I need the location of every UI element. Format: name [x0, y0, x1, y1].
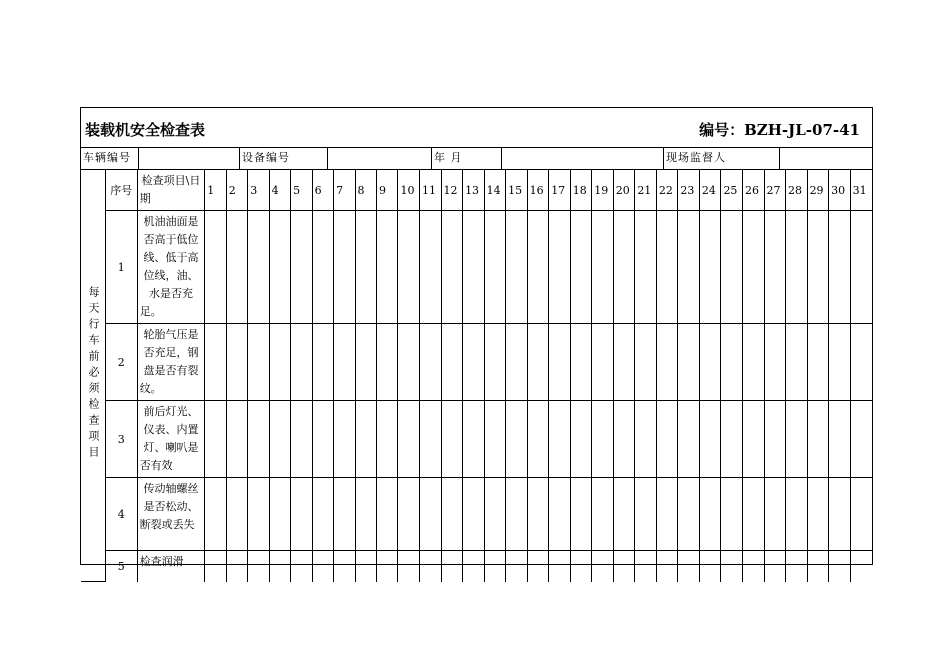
- table-row: [81, 324, 872, 401]
- day-header: 9: [377, 170, 398, 211]
- check-cell[interactable]: [721, 401, 743, 478]
- check-cell[interactable]: [312, 551, 333, 582]
- day-header: 15: [506, 170, 528, 211]
- day-header: 19: [592, 170, 614, 211]
- item-text: 传动轴螺丝是否松动、断裂或丢失: [137, 478, 205, 551]
- check-cell[interactable]: [205, 551, 226, 582]
- check-cell[interactable]: [398, 211, 420, 324]
- check-cell[interactable]: [506, 478, 528, 551]
- check-cell[interactable]: [463, 478, 485, 551]
- check-grid: [81, 169, 872, 582]
- item-seq: 2: [105, 324, 137, 401]
- check-cell[interactable]: [441, 211, 463, 324]
- day-header: 8: [355, 170, 376, 211]
- check-cell[interactable]: [850, 478, 872, 551]
- check-cell[interactable]: [807, 478, 829, 551]
- item-seq: 4: [105, 478, 137, 551]
- check-cell[interactable]: [527, 551, 549, 582]
- check-cell[interactable]: [269, 211, 290, 324]
- check-cell[interactable]: [742, 551, 764, 582]
- check-cell[interactable]: [291, 211, 312, 324]
- day-header: 23: [678, 170, 700, 211]
- day-header: 20: [613, 170, 635, 211]
- check-cell[interactable]: [484, 401, 506, 478]
- check-cell[interactable]: [850, 401, 872, 478]
- day-header: 6: [312, 170, 333, 211]
- check-cell[interactable]: [248, 551, 269, 582]
- day-header: 26: [742, 170, 764, 211]
- day-header: 12: [441, 170, 463, 211]
- inspection-form: [80, 107, 873, 573]
- check-cell[interactable]: [355, 478, 376, 551]
- supervisor-field[interactable]: [780, 147, 872, 169]
- form-code: 编号：BZH-JL-07-41: [699, 121, 860, 139]
- table-row: [81, 401, 872, 478]
- item-seq: 1: [105, 211, 137, 324]
- check-cell[interactable]: [398, 401, 420, 478]
- check-cell[interactable]: [463, 211, 485, 324]
- check-cell[interactable]: [829, 478, 851, 551]
- day-header: 5: [291, 170, 312, 211]
- check-cell[interactable]: [786, 401, 808, 478]
- check-cell[interactable]: [635, 551, 657, 582]
- check-cell[interactable]: [549, 551, 571, 582]
- check-cell[interactable]: [656, 401, 678, 478]
- item-seq: 3: [105, 401, 137, 478]
- check-cell[interactable]: [506, 211, 528, 324]
- check-cell[interactable]: [742, 478, 764, 551]
- check-cell[interactable]: [420, 401, 442, 478]
- check-cell[interactable]: [248, 211, 269, 324]
- check-cell[interactable]: [635, 478, 657, 551]
- check-cell[interactable]: [226, 211, 247, 324]
- check-cell[interactable]: [334, 401, 355, 478]
- check-cell[interactable]: [678, 478, 700, 551]
- check-cell[interactable]: [699, 401, 721, 478]
- check-cell[interactable]: [829, 211, 851, 324]
- check-cell[interactable]: [592, 478, 614, 551]
- check-cell[interactable]: [721, 211, 743, 324]
- check-cell[interactable]: [205, 401, 226, 478]
- check-cell[interactable]: [269, 401, 290, 478]
- check-cell[interactable]: [613, 211, 635, 324]
- table-row: [81, 478, 872, 551]
- check-cell[interactable]: [484, 324, 506, 401]
- check-cell[interactable]: [441, 401, 463, 478]
- check-cell[interactable]: [570, 551, 592, 582]
- check-cell[interactable]: [420, 551, 442, 582]
- item-text: 机油油面是否高于低位线、低于高位线，油、水是否充足。: [137, 211, 205, 324]
- check-cell[interactable]: [699, 478, 721, 551]
- check-cell[interactable]: [656, 551, 678, 582]
- check-cell[interactable]: [398, 324, 420, 401]
- day-header: 28: [786, 170, 808, 211]
- day-header: 3: [248, 170, 269, 211]
- year-month-field[interactable]: [502, 147, 664, 169]
- check-cell[interactable]: [226, 478, 247, 551]
- day-header: 13: [463, 170, 485, 211]
- item-text: 前后灯光、仪表、内置灯、喇叭是否有效: [137, 401, 205, 478]
- day-header: 21: [635, 170, 657, 211]
- check-cell[interactable]: [506, 401, 528, 478]
- check-cell[interactable]: [441, 478, 463, 551]
- check-cell[interactable]: [570, 401, 592, 478]
- check-cell[interactable]: [678, 324, 700, 401]
- day-header: 27: [764, 170, 786, 211]
- check-cell[interactable]: [549, 478, 571, 551]
- check-cell[interactable]: [226, 401, 247, 478]
- check-cell[interactable]: [807, 551, 829, 582]
- day-header: 30: [829, 170, 851, 211]
- check-cell[interactable]: [441, 551, 463, 582]
- check-cell[interactable]: [355, 211, 376, 324]
- day-header: 7: [334, 170, 355, 211]
- check-cell[interactable]: [334, 478, 355, 551]
- check-cell[interactable]: [764, 478, 786, 551]
- check-cell[interactable]: [656, 324, 678, 401]
- check-cell[interactable]: [527, 401, 549, 478]
- check-cell[interactable]: [506, 551, 528, 582]
- side-label-cell: [81, 170, 105, 582]
- check-cell[interactable]: [463, 401, 485, 478]
- check-cell[interactable]: [850, 211, 872, 324]
- day-header: 24: [699, 170, 721, 211]
- item-date-header: 检查项目\日期: [137, 170, 205, 211]
- check-cell[interactable]: [635, 324, 657, 401]
- check-cell[interactable]: [742, 401, 764, 478]
- check-cell[interactable]: [248, 478, 269, 551]
- day-header: 31: [850, 170, 872, 211]
- check-cell[interactable]: [355, 401, 376, 478]
- check-cell[interactable]: [829, 324, 851, 401]
- check-cell[interactable]: [377, 211, 398, 324]
- check-cell[interactable]: [807, 324, 829, 401]
- check-cell[interactable]: [613, 401, 635, 478]
- check-cell[interactable]: [570, 478, 592, 551]
- check-cell[interactable]: [592, 401, 614, 478]
- check-cell[interactable]: [742, 324, 764, 401]
- day-header: 25: [721, 170, 743, 211]
- check-cell[interactable]: [269, 551, 290, 582]
- check-cell[interactable]: [570, 324, 592, 401]
- check-cell[interactable]: [829, 551, 851, 582]
- check-cell[interactable]: [699, 211, 721, 324]
- check-cell[interactable]: [312, 324, 333, 401]
- check-cell[interactable]: [484, 211, 506, 324]
- check-cell[interactable]: [398, 551, 420, 582]
- check-cell[interactable]: [377, 401, 398, 478]
- day-header: 17: [549, 170, 571, 211]
- check-cell[interactable]: [269, 478, 290, 551]
- year-month-label: 年 月: [432, 147, 502, 169]
- check-cell[interactable]: [248, 324, 269, 401]
- check-cell[interactable]: [205, 324, 226, 401]
- check-cell[interactable]: [613, 551, 635, 582]
- check-cell[interactable]: [334, 211, 355, 324]
- check-cell[interactable]: [635, 401, 657, 478]
- check-cell[interactable]: [613, 478, 635, 551]
- info-row: [81, 147, 872, 170]
- supervisor-label: 现场监督人: [664, 147, 780, 169]
- check-cell[interactable]: [549, 211, 571, 324]
- check-cell[interactable]: [205, 478, 226, 551]
- check-cell[interactable]: [248, 401, 269, 478]
- check-cell[interactable]: [570, 211, 592, 324]
- check-cell[interactable]: [764, 401, 786, 478]
- check-cell[interactable]: [592, 551, 614, 582]
- item-text: 检查润滑: [137, 551, 205, 582]
- equipment-no-label: 设备编号: [240, 147, 328, 169]
- day-header: 4: [269, 170, 290, 211]
- day-header: 1: [205, 170, 226, 211]
- check-cell[interactable]: [334, 551, 355, 582]
- day-header: 14: [484, 170, 506, 211]
- check-cell[interactable]: [592, 324, 614, 401]
- title-row: [81, 108, 872, 148]
- check-cell[interactable]: [377, 324, 398, 401]
- day-header: 22: [656, 170, 678, 211]
- check-cell[interactable]: [226, 324, 247, 401]
- check-cell[interactable]: [441, 324, 463, 401]
- check-cell[interactable]: [656, 211, 678, 324]
- day-header: 2: [226, 170, 247, 211]
- day-header: 16: [527, 170, 549, 211]
- check-cell[interactable]: [291, 551, 312, 582]
- table-row: [81, 211, 872, 324]
- check-cell[interactable]: [807, 401, 829, 478]
- check-cell[interactable]: [613, 324, 635, 401]
- check-cell[interactable]: [205, 211, 226, 324]
- check-cell[interactable]: [527, 324, 549, 401]
- check-cell[interactable]: [527, 478, 549, 551]
- check-cell[interactable]: [850, 324, 872, 401]
- check-cell[interactable]: [355, 324, 376, 401]
- check-cell[interactable]: [786, 211, 808, 324]
- check-cell[interactable]: [656, 478, 678, 551]
- check-cell[interactable]: [355, 551, 376, 582]
- check-cell[interactable]: [377, 478, 398, 551]
- check-cell[interactable]: [742, 211, 764, 324]
- check-cell[interactable]: [786, 478, 808, 551]
- side-label: 每天行车前必须检查项目: [86, 286, 100, 462]
- check-cell[interactable]: [398, 478, 420, 551]
- check-cell[interactable]: [764, 324, 786, 401]
- check-cell[interactable]: [334, 324, 355, 401]
- check-cell[interactable]: [721, 324, 743, 401]
- check-cell[interactable]: [699, 324, 721, 401]
- check-cell[interactable]: [312, 211, 333, 324]
- day-header: 10: [398, 170, 420, 211]
- check-cell[interactable]: [721, 478, 743, 551]
- check-cell[interactable]: [635, 211, 657, 324]
- check-cell[interactable]: [678, 211, 700, 324]
- check-cell[interactable]: [312, 478, 333, 551]
- check-cell[interactable]: [678, 551, 700, 582]
- check-cell[interactable]: [420, 211, 442, 324]
- check-cell[interactable]: [829, 401, 851, 478]
- check-cell[interactable]: [291, 324, 312, 401]
- form-title: 装载机安全检查表: [85, 121, 206, 139]
- check-cell[interactable]: [721, 551, 743, 582]
- check-cell[interactable]: [484, 551, 506, 582]
- check-cell[interactable]: [592, 211, 614, 324]
- item-seq: 5: [105, 551, 137, 582]
- check-cell[interactable]: [764, 551, 786, 582]
- check-cell[interactable]: [420, 324, 442, 401]
- check-cell[interactable]: [291, 478, 312, 551]
- check-cell[interactable]: [377, 551, 398, 582]
- day-header: 11: [420, 170, 442, 211]
- check-cell[interactable]: [226, 551, 247, 582]
- check-cell[interactable]: [312, 401, 333, 478]
- equipment-no-field[interactable]: [328, 147, 432, 169]
- check-cell[interactable]: [807, 211, 829, 324]
- day-header: 29: [807, 170, 829, 211]
- check-cell[interactable]: [484, 478, 506, 551]
- check-cell[interactable]: [463, 324, 485, 401]
- check-cell[interactable]: [269, 324, 290, 401]
- check-cell[interactable]: [678, 401, 700, 478]
- check-cell[interactable]: [527, 211, 549, 324]
- check-cell[interactable]: [549, 324, 571, 401]
- item-text: 轮胎气压是否充足，钢盘是否有裂纹。: [137, 324, 205, 401]
- check-cell[interactable]: [291, 401, 312, 478]
- check-cell[interactable]: [506, 324, 528, 401]
- vehicle-no-label: 车辆编号: [81, 147, 139, 169]
- check-cell[interactable]: [764, 211, 786, 324]
- seq-header: 序号: [105, 170, 137, 211]
- day-header: 18: [570, 170, 592, 211]
- table-row: [81, 551, 872, 582]
- check-cell[interactable]: [420, 478, 442, 551]
- check-cell[interactable]: [463, 551, 485, 582]
- check-cell[interactable]: [699, 551, 721, 582]
- check-cell[interactable]: [786, 324, 808, 401]
- check-cell[interactable]: [850, 551, 872, 582]
- check-cell[interactable]: [549, 401, 571, 478]
- check-cell[interactable]: [786, 551, 808, 582]
- vehicle-no-field[interactable]: [139, 147, 240, 169]
